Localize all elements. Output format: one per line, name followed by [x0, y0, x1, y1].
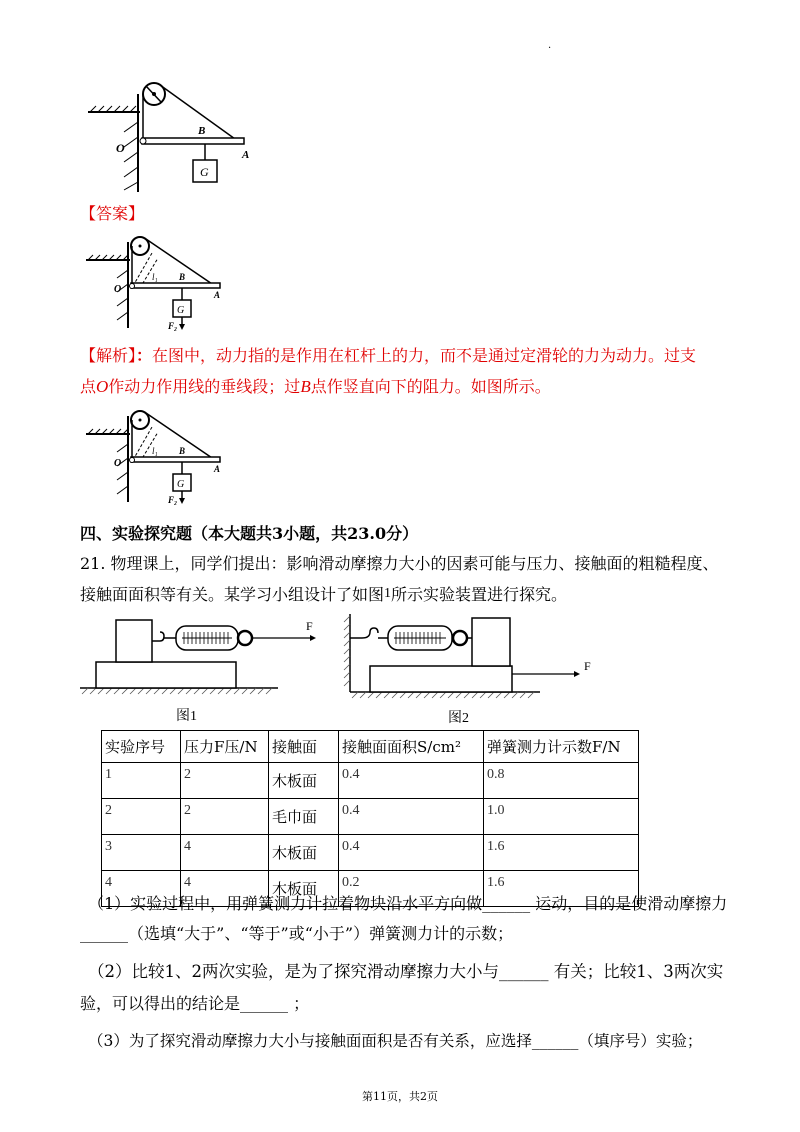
label-l1: l₁ — [152, 272, 158, 282]
table-cell: 4 — [181, 835, 269, 871]
table-header: 弹簧测力计示数F/N — [484, 731, 639, 763]
analysis-point-O: O — [96, 377, 109, 396]
table-cell: 毛巾面 — [269, 799, 339, 835]
data-table — [101, 730, 639, 907]
table-cell: 2 — [181, 763, 269, 799]
table-cell: 0.8 — [484, 763, 639, 799]
table-cell: 0.2 — [339, 871, 484, 907]
sub2-line-2: 验，可以得出的结论是______ ； — [80, 994, 310, 1013]
label-A: A — [214, 464, 221, 474]
answer-label: 【答案】 — [80, 204, 145, 223]
q21-text-a: 接触面面积等有关。某学习小组设计了如图 — [80, 585, 385, 604]
table-row — [102, 799, 639, 835]
table-cell: 0.4 — [339, 799, 484, 835]
lever-figure-analysis — [80, 402, 230, 507]
page-footer: 第11页，共2页 — [362, 1090, 438, 1103]
table-row — [102, 763, 639, 799]
table-cell: 木板面 — [269, 763, 339, 799]
label-l1: l₁ — [152, 446, 158, 456]
table-cell: 3 — [102, 835, 181, 871]
label-F2: F₂ — [168, 321, 178, 331]
analysis-line-1 — [80, 342, 696, 370]
analysis-point-B: B — [300, 377, 311, 396]
table-cell: 0.4 — [339, 835, 484, 871]
sub2-line-1: （2）比较1、2两次实验，是为了探究滑动摩擦力大小与______ 有关；比较1、3两次实 — [88, 962, 724, 981]
label-A: A — [214, 290, 221, 300]
fig2-caption: 图2 — [448, 711, 469, 726]
fig1-force-label: F — [306, 619, 313, 633]
table-cell: 1.0 — [484, 799, 639, 835]
lever-figure-answer — [80, 228, 230, 333]
sub1-line-1: （1）实验过程中，用弹簧测力计拉着物块沿水平方向做______ 运动，目的是使滑动摩擦力 — [88, 894, 728, 913]
fig2-force-label: F — [584, 659, 591, 673]
table-cell: 0.4 — [339, 763, 484, 799]
analysis-text-2a: 点 — [80, 377, 97, 396]
stray-dot: . — [548, 40, 552, 51]
label-O: O — [114, 284, 122, 295]
label-O: O — [116, 141, 125, 155]
q21-line-2 — [80, 580, 567, 609]
sub3-line-1: （3）为了探究滑动摩擦力大小与接触面面积是否有关系，应选择______（填序号）实验； — [88, 1032, 703, 1050]
sub1-line-2: ______（选填“大于”、“等于”或“小于”）弹簧测力计的示数； — [80, 924, 514, 943]
section-heading: 四、实验探究题（本大题共3小题，共23.0分） — [80, 524, 419, 543]
label-O: O — [114, 458, 122, 469]
table-cell: 4 — [102, 871, 181, 907]
table-cell: 2 — [102, 799, 181, 835]
analysis-text-2c: 点作竖直向下的阻力。如图所示。 — [310, 377, 551, 396]
label-G: G — [177, 479, 185, 490]
table-cell: 1 — [102, 763, 181, 799]
experiment-figure-1 — [78, 608, 328, 723]
analysis-colon: ： — [136, 346, 153, 365]
label-G: G — [177, 305, 185, 316]
table-cell: 木板面 — [269, 871, 339, 907]
table-header: 实验序号 — [102, 731, 181, 763]
table-header: 压力F压/N — [181, 731, 269, 763]
label-G: G — [200, 165, 209, 179]
table-header-row — [102, 731, 639, 763]
table-cell: 木板面 — [269, 835, 339, 871]
label-F2: F₂ — [168, 495, 178, 505]
lever-figure-question — [80, 72, 260, 197]
table-cell: 2 — [181, 799, 269, 835]
table-cell: 4 — [181, 871, 269, 907]
analysis-text-1: 在图中，动力指的是作用在杠杆上的力，而不是通过定滑轮的力为动力。过支 — [152, 346, 697, 365]
table-row — [102, 835, 639, 871]
q21-text-b: 所示实验装置进行探究。 — [391, 585, 568, 604]
table-header: 接触面 — [269, 731, 339, 763]
analysis-label: 【解析】 — [80, 346, 137, 365]
label-A: A — [242, 149, 250, 161]
table-cell: 1.6 — [484, 871, 639, 907]
analysis-line-2 — [80, 373, 551, 401]
label-B: B — [179, 272, 186, 282]
label-B: B — [198, 125, 206, 137]
analysis-text-2b: 作动力作用线的垂线段；过 — [108, 377, 301, 396]
q21-fig-ref: 1 — [384, 586, 392, 601]
experiment-figure-2 — [340, 608, 600, 728]
fig1-caption: 图1 — [176, 709, 197, 723]
table-header: 接触面面积S/cm² — [339, 731, 484, 763]
label-B: B — [179, 446, 186, 456]
table-cell: 1.6 — [484, 835, 639, 871]
q21-line-1: 21. 物理课上，同学们提出：影响滑动摩擦力大小的因素可能与压力、接触面的粗糙程度、 — [80, 554, 719, 573]
